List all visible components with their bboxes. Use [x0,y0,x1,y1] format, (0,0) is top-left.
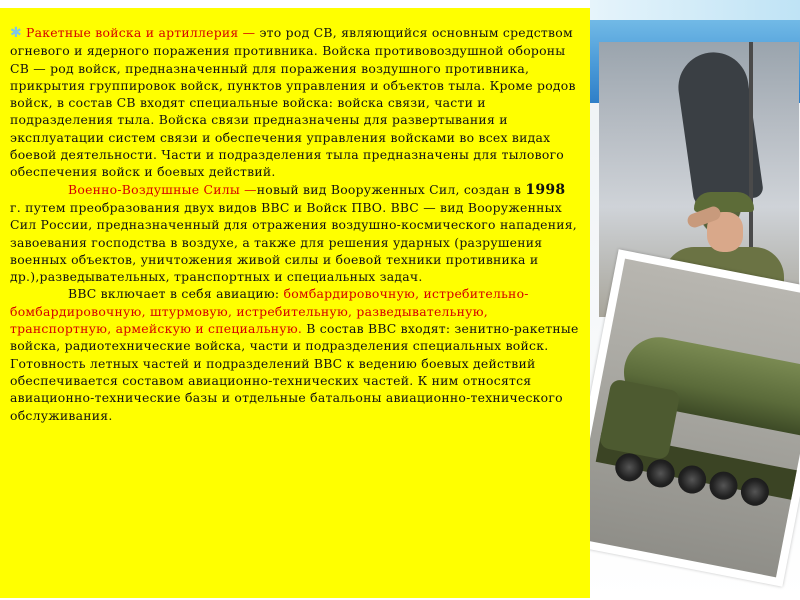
paragraph2-lead: Военно-Воздушные Силы — [68,181,257,197]
paragraph3-highlight: бомбардировочную, истребительно-бомбардировочную, штурмовую, истребительную, разведывательную, транспортную, армейскую и специальную. [10,286,529,337]
antenna-pole [749,42,753,272]
paragraph1-lead: Ракетные войска и артиллерия — [26,25,256,40]
star-bullet-icon: ✱ [10,25,22,41]
launcher-cab [599,378,681,460]
paragraph-rocket-artillery [10,24,580,181]
paragraph-aviation [10,285,580,423]
text-panel [0,8,590,598]
paragraph2-year: 1998 [525,181,566,198]
header-accent-strip [590,0,800,20]
paragraph1-text: это род СВ, являющийся основным средством огневого и ядерного поражения противника. Войска противовоздушной обороны СВ — род войск, предназначенный для поражения воздушного противника, прикрытия группировок войск, пунктов управления и объектов тыла. Кроме родов войск, в состав СВ входят специальные войска: войска связи, части и подразделения тыла. Войска связи предназначены для развертывания и эксплуатации систем связи и обеспечения управления войсками во всех видах боевой деятельности. Части и подразделения тыла предназначены для тылового обеспечения войск и боевых действий. [10,25,576,180]
paragraph-air-force [10,181,580,286]
body-text [10,24,580,424]
paragraph3-text: В состав ВВС входят: зенитно-ракетные войска, радиотехнические войска, части и подразделения специальных войск. Готовность летных частей и подразделений ВВС к ведению боевых действий обеспечивается составом авиационно-технических частей. К ним относятся авиационно-технические базы и отдельные батальоны авиационно-технического обслуживания. [10,321,579,423]
paragraph2-text-a: новый вид Вооруженных Сил, создан в [256,181,526,197]
paragraph3-intro: ВВС включает в себя авиацию: [68,286,284,302]
paragraph2-text-b: г. путем преобразования двух видов ВВС и Войск ПВО. ВВС — вид Вооруженных Сил России, предназначенный для отражения воздушно-космического нападения, завоевания господства в воздухе, а также для решения ударных (разрушения военных объектов, уничтожения живой силы и боевой техники противника и др.),разведывательных, транспортных и специальных задач. [10,199,577,285]
